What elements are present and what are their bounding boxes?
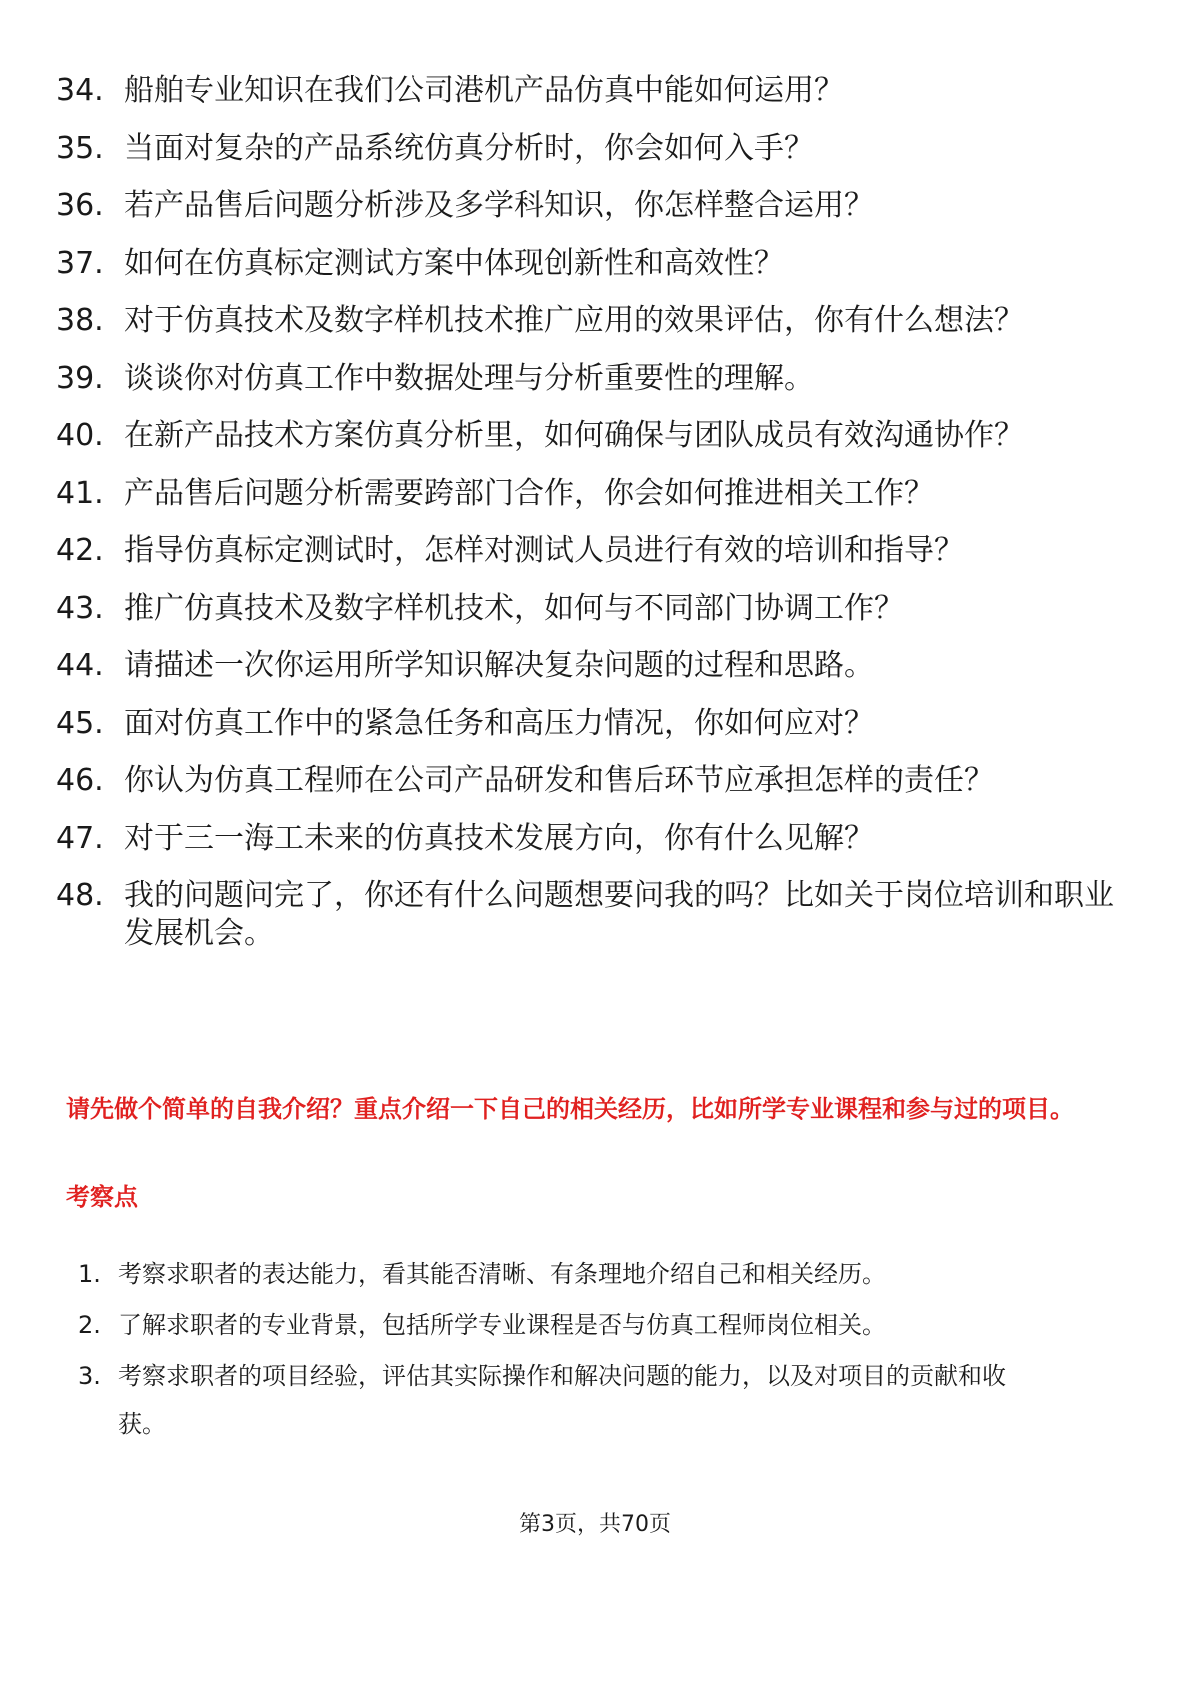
question-item	[56, 877, 1126, 953]
question-item	[56, 705, 1126, 743]
question-text: 若产品售后问题分析涉及多学科知识，你怎样整合运用？	[124, 188, 874, 223]
question-number: 48.	[56, 878, 104, 913]
question-item	[56, 762, 1126, 800]
question-item	[56, 72, 1126, 110]
question-number: 46.	[56, 763, 104, 798]
question-number: 39.	[56, 360, 104, 396]
question-text: 对于三一海工未来的仿真技术发展方向，你有什么见解？	[124, 820, 874, 856]
interview-prompt: 请先做个简单的自我介绍？重点介绍一下自己的相关经历，比如所学专业课程和参与过的项目。	[66, 1095, 1074, 1123]
question-text: 在新产品技术方案仿真分析里，如何确保与团队成员有效沟通协作？	[124, 418, 1024, 453]
question-item	[56, 475, 1126, 513]
page-footer: 第3页，共70页	[519, 1512, 671, 1537]
section-title: 考察点	[66, 1183, 138, 1211]
question-item	[56, 647, 1126, 685]
question-item	[56, 302, 1126, 340]
point-number: 1.	[78, 1260, 101, 1288]
question-item	[56, 245, 1126, 283]
question-text: 船舶专业知识在我们公司港机产品仿真中能如何运用？	[124, 73, 844, 108]
question-item	[56, 130, 1126, 168]
question-item	[56, 532, 1126, 570]
assessment-point	[78, 1352, 1038, 1448]
point-number: 3.	[78, 1362, 101, 1390]
question-text: 我的问题问完了，你还有什么问题想要问我的吗？比如关于岗位培训和职业发展机会。	[124, 878, 1114, 951]
question-item	[56, 417, 1126, 455]
question-number: 47.	[56, 820, 104, 856]
question-text: 推广仿真技术及数字样机技术，如何与不同部门协调工作？	[124, 590, 904, 626]
question-number: 45.	[56, 705, 104, 741]
assessment-points-list	[78, 1250, 1038, 1451]
question-text: 请描述一次你运用所学知识解决复杂问题的过程和思路。	[124, 648, 874, 683]
question-number: 41.	[56, 475, 104, 511]
question-item	[56, 187, 1126, 225]
question-list	[56, 72, 1126, 973]
question-text: 指导仿真标定测试时，怎样对测试人员进行有效的培训和指导？	[124, 533, 964, 568]
question-text: 当面对复杂的产品系统仿真分析时，你会如何入手？	[124, 130, 814, 166]
question-item	[56, 590, 1126, 628]
question-number: 34.	[56, 73, 104, 108]
assessment-point	[78, 1301, 1038, 1349]
question-number: 42.	[56, 533, 104, 568]
question-text: 如何在仿真标定测试方案中体现创新性和高效性？	[124, 245, 784, 281]
question-number: 40.	[56, 418, 104, 453]
question-number: 35.	[56, 130, 104, 166]
question-text: 对于仿真技术及数字样机技术推广应用的效果评估，你有什么想法？	[124, 303, 1024, 338]
question-text: 面对仿真工作中的紧急任务和高压力情况，你如何应对？	[124, 705, 874, 741]
question-text: 产品售后问题分析需要跨部门合作，你会如何推进相关工作？	[124, 475, 934, 511]
question-number: 36.	[56, 188, 104, 223]
question-item	[56, 820, 1126, 858]
question-number: 44.	[56, 648, 104, 683]
question-item	[56, 360, 1126, 398]
point-text: 了解求职者的专业背景，包括所学专业课程是否与仿真工程师岗位相关。	[118, 1311, 886, 1339]
question-number: 37.	[56, 245, 104, 281]
question-number: 43.	[56, 590, 104, 626]
point-text: 考察求职者的项目经验，评估其实际操作和解决问题的能力，以及对项目的贡献和收获。	[118, 1362, 1006, 1438]
point-number: 2.	[78, 1311, 101, 1339]
question-text: 谈谈你对仿真工作中数据处理与分析重要性的理解。	[124, 360, 814, 396]
assessment-point	[78, 1250, 1038, 1298]
point-text: 考察求职者的表达能力，看其能否清晰、有条理地介绍自己和相关经历。	[118, 1260, 886, 1288]
question-text: 你认为仿真工程师在公司产品研发和售后环节应承担怎样的责任？	[124, 763, 994, 798]
question-number: 38.	[56, 303, 104, 338]
